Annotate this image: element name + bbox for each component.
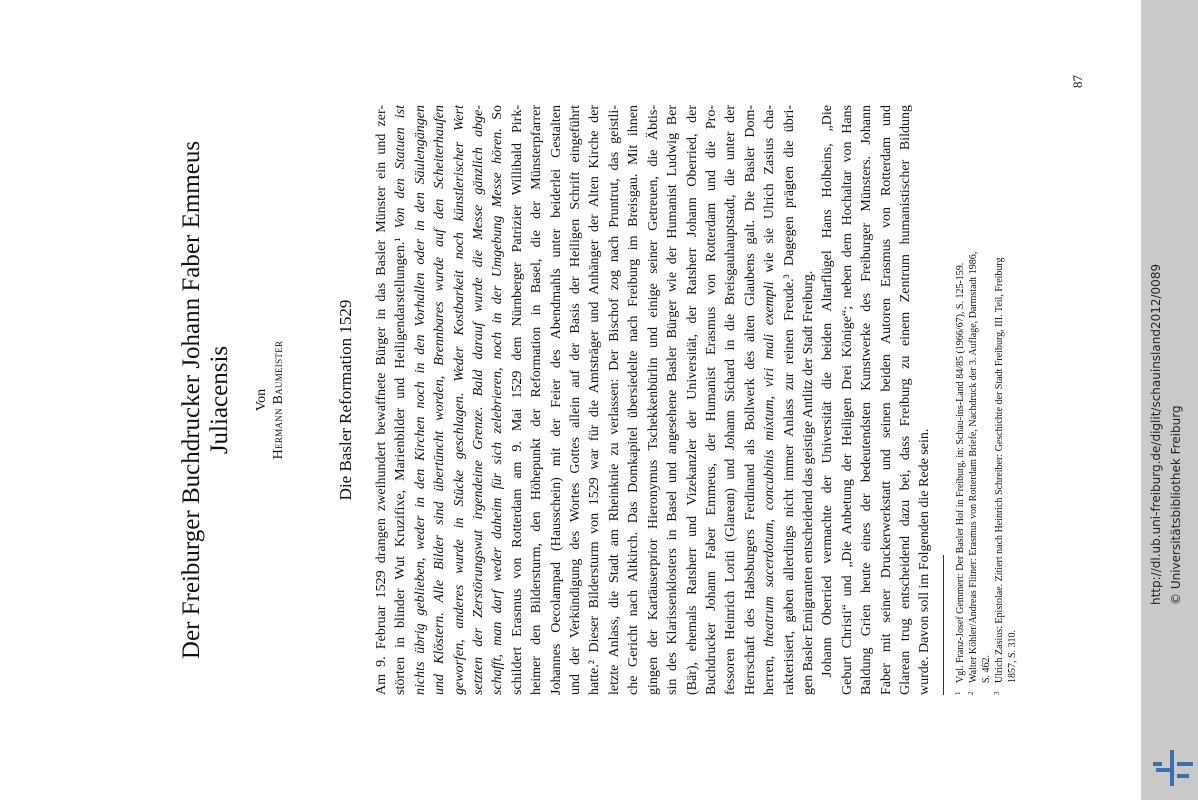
author-name: Hermann Baumeister <box>270 340 286 460</box>
article-title <box>178 0 234 800</box>
footnote-3: 3 Ulrich Zasius: Epistolae. Zitiert nach Heinrich Schreiber: Geschichte der Stadt Freiburg, III. Teil, Freiburg 1857, S. 310. <box>993 257 1018 695</box>
paragraph-2: Johann Oberried vermachte der Universität die beiden Altarflügel Hans Holbeins, „Die Geburt Christi“ und „Die Anbetung der Heiligen Drei Könige“; neben dem Hochaltar von Hans Baldung Grien heute eines der bedeutendsten Kunstwerke des Freiburger Münsters. Johann Faber mit seiner Druckerwerkstatt und seinen beiden Autoren Erasmus von Rotterdam und Glarean trug entscheidend dazu bei, dass Freiburg zu einem Zentrum humanistischer Bildung wurde. Davon soll im Folgenden die Rede sein. <box>820 105 933 695</box>
paragraph-1: Am 9. Februar 1529 drangen zweihundert bewaffnete Bürger in das Basler Münster ein und zer- störten in blinder Wut Kruzifixe, Marienbilder und Heiligendarstellungen.¹ Von den Statuen ist nichts übrig geblieben, weder in den Kirchen noch in den Vorhallen oder in den Säulengängen und Klöstern. Alle Bilder sind übertüncht worden, Brennbares wurde auf den Scheiterhaufen geworfen, anderes wurde in Stücke geschlagen. Weder Kostbarkeit noch künstlerischer Wert setzten der Zerstörungswut irgendeine Grenze. Bald darauf wurde die Messe gänzlich abge- schafft, man darf weder daheim für sich zelebrieren, noch in der Umgebung Messe hören. So schildert Erasmus von Rotterdam am 9. Mai 1529 dem Nürnberger Patrizier Willibald Pirk- heimer den Bildersturm, den Höhepunkt der Reformation in Basel, die der Münsterpfarrer Johannes Oecolampad (Hausschein) mit der Feier des Abendmahls unter beiderlei Gestalten und der Verkündigung des Wortes Gottes allein auf der Basis der Heiligen Schrift eingeführt hatte.² Dieser Bildersturm von 1529 war für die Amtsträger und Anhänger der Alten Kirche der letzte Anlass, die Stadt am Rheinknie zu verlassen: Der Bischof zog nach Pruntrut, das geistli- che Gericht nach Altkirch. Das Domkapitel übersiedelte nach Freiburg im Breisgau. Mit ihnen gingen der Kartäuserprior Hieronymus Tschekkenbürlin und einige seiner Getreuen, die Äbtis- sin des Klarissenklosters in Basel und angesehene Basler Bürger wie der Humanist Ludwig Ber (Bär), ehemals Ratsherr und Vizekanzler der Universität, der Ratsherr Johann Oberried, der Buchdrucker Johann Faber Emmeus, der Humanist Erasmus von Rotterdam und die Pro- fessoren Heinrich Loriti (Glarean) und Johann Sichard in die Breisgauhauptstadt, die unter der Herrschaft des Habsburgers Ferdinand als Bollwerk des alten Glaubens galt. Die Basler Dom- herren, theatrum sacerdotum, concubinis mixtum, viri mali exempli wie sie Ulrich Zasius cha- rakterisiert, gaben allerdings nicht immer Anlass zur reinen Freude.³ Dagegen prägten die übri- gen Basler Emigranten entscheidend das geistige Antlitz der Stadt Freiburg. <box>374 104 816 695</box>
footnote-2: 2 Walter Köhler/Andreas Flitner: Erasmus von Rotterdam Briefe, Nachdruck der 3. Auflage, Darmstadt 1986, S. 462. <box>967 251 992 695</box>
footnote-1: 1 Vgl. Franz-Josef Gemmert: Der Basler Hof in Freiburg, in: Schau-ins-Land 84/85 (1966/67), S. 125-159. <box>954 262 966 695</box>
byline-von: Von <box>254 388 269 412</box>
watermark-strip <box>1141 0 1198 800</box>
page-number: 87 <box>1070 75 1085 88</box>
ub-freiburg-logo-icon <box>1153 748 1193 788</box>
body-text <box>372 105 935 695</box>
article-title-line-2: Juliacensis <box>206 345 233 455</box>
article-title-line-1: Der Freiburger Buchdrucker Johann Faber Emmeus <box>178 140 205 660</box>
footnote-divider <box>943 555 944 695</box>
permalink-url[interactable]: http://dl.ub.uni-freiburg.de/diglit/schauinsland2012/0089 <box>1149 263 1163 605</box>
copyright-notice: © Universitätsbibliothek Freiburg <box>1169 405 1183 605</box>
footnotes <box>954 105 1019 695</box>
section-heading: Die Basler Reformation 1529 <box>336 299 355 501</box>
